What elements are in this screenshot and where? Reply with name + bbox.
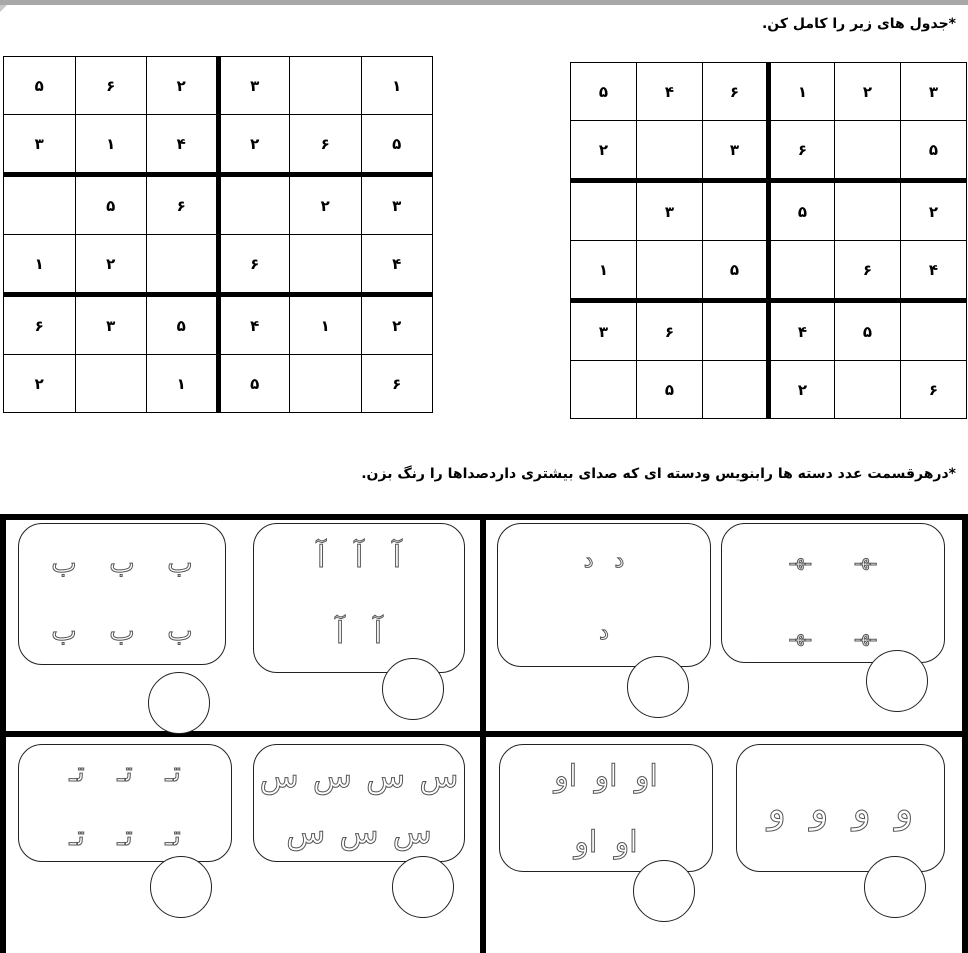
sudoku-cell: ۱ xyxy=(4,235,76,295)
sudoku-cell: ۶ xyxy=(290,115,362,175)
count-circle[interactable] xyxy=(150,856,212,918)
sudoku-cell: ۳ xyxy=(218,57,290,115)
count-circle[interactable] xyxy=(864,856,926,918)
sudoku-cell: ۵ xyxy=(571,63,637,121)
sudoku-cell: ۴ xyxy=(901,241,967,301)
sudoku-cell: ۲ xyxy=(361,295,433,355)
count-circle[interactable] xyxy=(633,860,695,922)
count-circle[interactable] xyxy=(866,650,928,712)
letter-row: س س س xyxy=(286,813,432,851)
sudoku-cell: ۳ xyxy=(637,181,703,241)
sudoku-cell: ۲ xyxy=(769,361,835,419)
sudoku-cell[interactable] xyxy=(835,361,901,419)
sudoku-cell: ۶ xyxy=(637,301,703,361)
sudoku-cell: ۳ xyxy=(361,175,433,235)
sudoku-cell[interactable] xyxy=(703,301,769,361)
letter-group-box-he xyxy=(721,523,945,663)
sudoku-cell[interactable] xyxy=(703,361,769,419)
letter-group-box-vav xyxy=(736,744,945,872)
letter-row: د د xyxy=(583,548,625,573)
sudoku-grid-left xyxy=(3,56,433,413)
letter-row: س س س س xyxy=(259,757,459,795)
sudoku-cell[interactable] xyxy=(835,181,901,241)
sudoku-cell: ۶ xyxy=(703,63,769,121)
sudoku-cell: ۲ xyxy=(218,115,290,175)
sudoku-cell: ۶ xyxy=(769,121,835,181)
sudoku-cell: ۵ xyxy=(361,115,433,175)
letter-group-box-oo xyxy=(499,744,713,872)
sudoku-cell: ۵ xyxy=(637,361,703,419)
sudoku-cell[interactable] xyxy=(835,121,901,181)
sudoku-cell: ۴ xyxy=(361,235,433,295)
letter-row: تـ تـ تـ xyxy=(69,821,181,852)
sudoku-cell[interactable] xyxy=(703,181,769,241)
sudoku-cell[interactable] xyxy=(637,121,703,181)
letter-group-box-alef xyxy=(253,523,465,673)
sudoku-cell: ۵ xyxy=(218,355,290,413)
sudoku-cell[interactable] xyxy=(290,57,362,115)
letter-group-box-dal xyxy=(497,523,711,667)
sudoku-cell: ۵ xyxy=(769,181,835,241)
sudoku-cell[interactable] xyxy=(290,235,362,295)
instruction-fill-tables: *جدول های زیر را کامل کن. xyxy=(761,16,956,32)
sudoku-cell: ۵ xyxy=(703,241,769,301)
count-circle[interactable] xyxy=(392,856,454,918)
count-circle[interactable] xyxy=(148,672,210,734)
letter-group-box-te xyxy=(18,744,232,862)
sudoku-cell: ۳ xyxy=(75,295,147,355)
sudoku-cell: ۱ xyxy=(571,241,637,301)
sudoku-cell: ۵ xyxy=(75,175,147,235)
letter-row: او او او xyxy=(554,759,658,794)
sudoku-cell: ۴ xyxy=(147,115,219,175)
sudoku-cell: ۲ xyxy=(290,175,362,235)
sudoku-cell: ۲ xyxy=(835,63,901,121)
sudoku-cell: ۳ xyxy=(703,121,769,181)
sudoku-cell: ۵ xyxy=(835,301,901,361)
sudoku-cell: ۲ xyxy=(147,57,219,115)
sudoku-cell[interactable] xyxy=(218,175,290,235)
letter-row: ـهـ ـهـ xyxy=(789,622,877,646)
letter-row: و و و و xyxy=(767,787,914,831)
sudoku-cell: ۵ xyxy=(4,57,76,115)
sudoku-cell: ۴ xyxy=(769,301,835,361)
letter-row: او او xyxy=(574,825,638,860)
sudoku-cell: ۱ xyxy=(361,57,433,115)
sudoku-cell: ۵ xyxy=(147,295,219,355)
sudoku-cell: ۵ xyxy=(901,121,967,181)
sudoku-cell[interactable] xyxy=(147,235,219,295)
top-bar xyxy=(0,0,968,5)
sudoku-cell: ۲ xyxy=(4,355,76,413)
letter-row: آ آ xyxy=(335,616,383,651)
sudoku-cell[interactable] xyxy=(901,301,967,361)
sudoku-cell: ۲ xyxy=(901,181,967,241)
sudoku-cell: ۱ xyxy=(75,115,147,175)
letter-row: ب ب ب xyxy=(51,548,193,579)
sudoku-cell[interactable] xyxy=(571,181,637,241)
letter-row: آ آ آ xyxy=(316,540,402,575)
sudoku-cell: ۶ xyxy=(218,235,290,295)
sudoku-grid-right xyxy=(570,62,967,419)
sudoku-cell: ۶ xyxy=(835,241,901,301)
sudoku-cell: ۳ xyxy=(4,115,76,175)
instruction-count-groups: *درهرقسمت عدد دسته ها رابنویس ودسته ای که صدای بیشتری داردصداها را رنگ بزن. xyxy=(361,466,956,482)
count-circle[interactable] xyxy=(627,656,689,718)
sudoku-cell: ۳ xyxy=(571,301,637,361)
sudoku-cell: ۱ xyxy=(769,63,835,121)
sudoku-cell: ۳ xyxy=(901,63,967,121)
sudoku-cell: ۱ xyxy=(147,355,219,413)
sudoku-cell[interactable] xyxy=(75,355,147,413)
letter-group-box-be xyxy=(18,523,226,665)
sudoku-cell: ۶ xyxy=(4,295,76,355)
sudoku-cell[interactable] xyxy=(290,355,362,413)
corner-marker xyxy=(0,5,7,12)
sudoku-cell: ۶ xyxy=(901,361,967,419)
sudoku-cell: ۲ xyxy=(571,121,637,181)
sudoku-cell: ۶ xyxy=(361,355,433,413)
letter-row: ـهـ ـهـ xyxy=(789,546,877,570)
sudoku-cell: ۴ xyxy=(218,295,290,355)
sudoku-cell[interactable] xyxy=(4,175,76,235)
sudoku-cell[interactable] xyxy=(769,241,835,301)
letter-row: تـ تـ تـ xyxy=(69,757,181,788)
sudoku-cell[interactable] xyxy=(637,241,703,301)
count-circle[interactable] xyxy=(382,658,444,720)
letter-row: د xyxy=(599,620,609,645)
sudoku-cell: ۴ xyxy=(637,63,703,121)
letter-row: ب ب ب xyxy=(51,616,193,647)
letter-group-box-sin xyxy=(253,744,465,862)
sudoku-cell: ۶ xyxy=(75,57,147,115)
sudoku-cell: ۱ xyxy=(290,295,362,355)
sudoku-cell: ۲ xyxy=(75,235,147,295)
frame-horizontal-divider xyxy=(0,731,968,737)
sudoku-cell[interactable] xyxy=(571,361,637,419)
sudoku-cell: ۶ xyxy=(147,175,219,235)
